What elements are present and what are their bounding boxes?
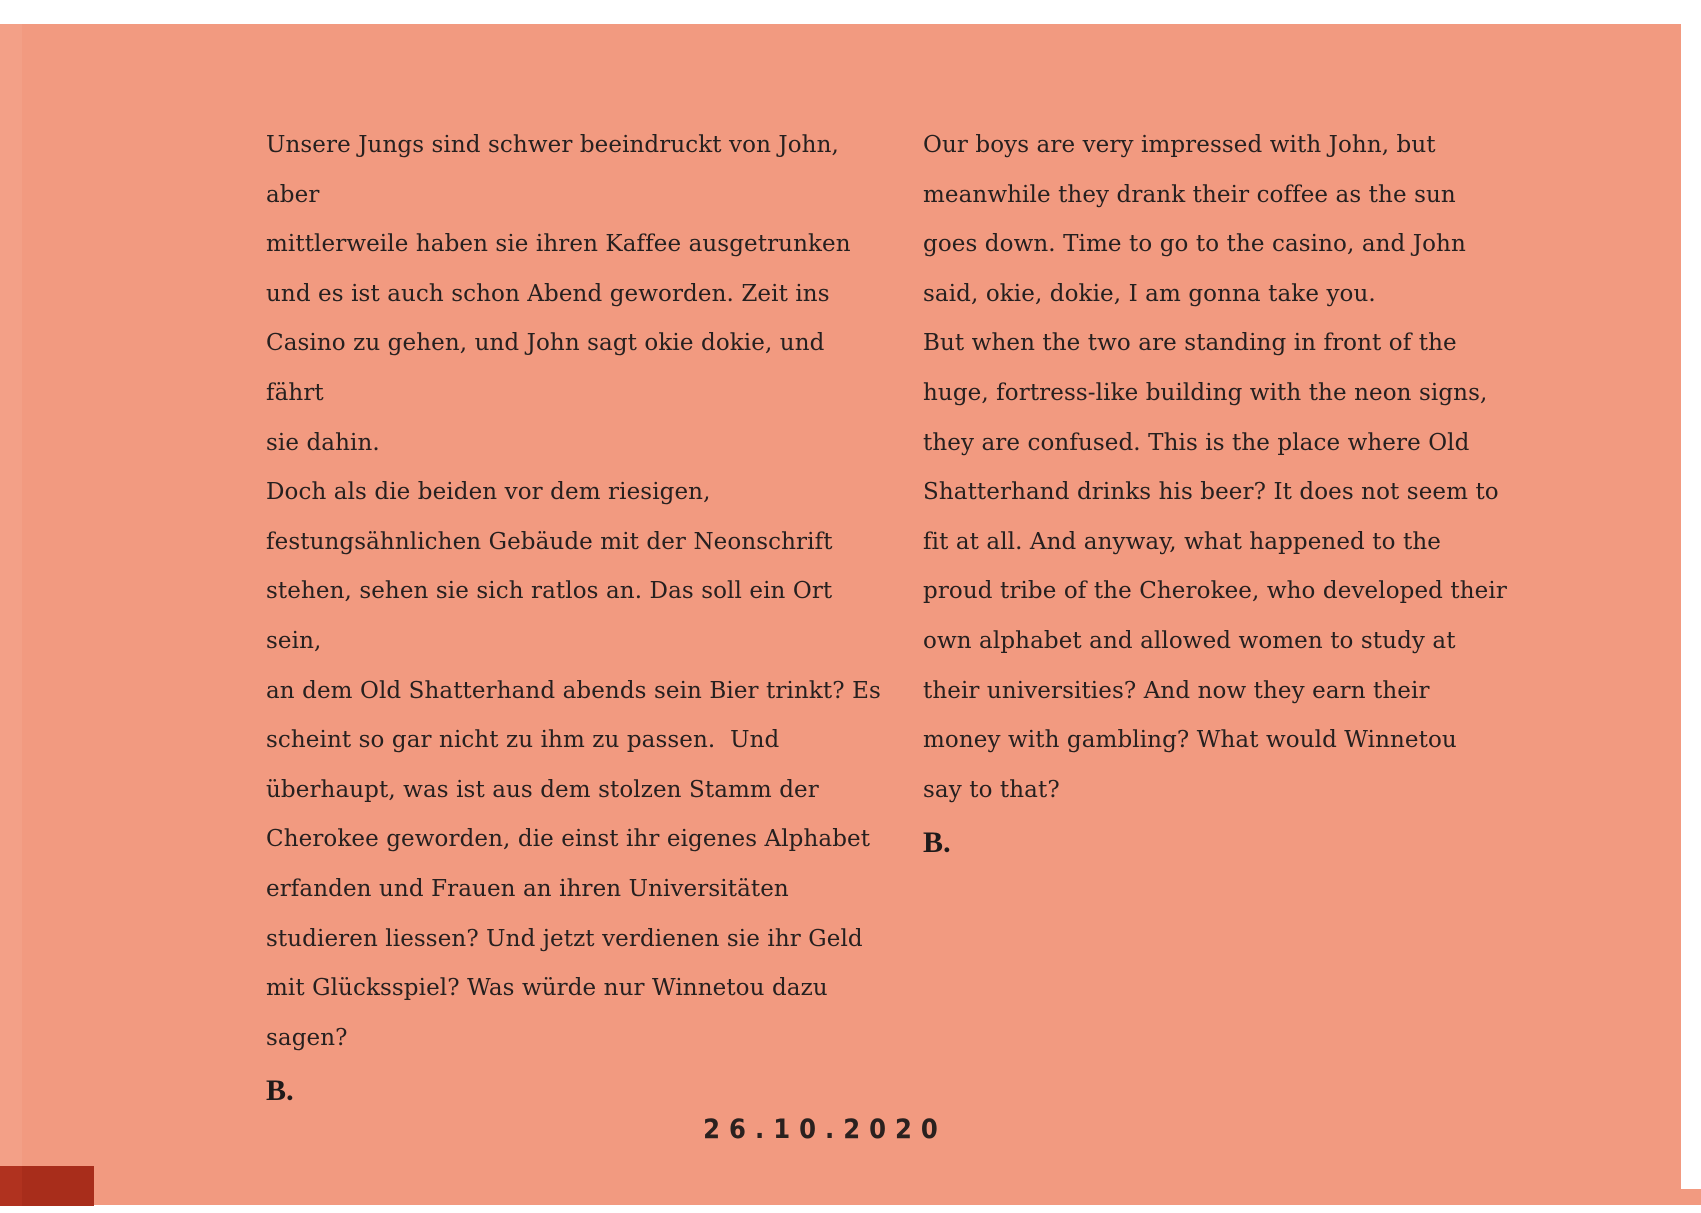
english-paragraph-2: But when the two are standing in front of the huge, fortress-like building with the neon signs, they are confused. This is the place where Old Shatterhand drinks his beer? It does not seem to fit at all. And anyway, what happened to the proud tribe of the Cherokee, who developed their own alphabet and allowed women to study at their universities? And now they earn their money with gambling? What would Winnetou say to that?: [923, 330, 1507, 803]
english-signature: B.: [923, 826, 951, 860]
left-margin-strip: [0, 24, 22, 1213]
german-text-column: [266, 121, 886, 1111]
german-paragraph-2: Doch als die beiden vor dem riesigen, festungsähnlichen Gebäude mit der Neonschrift stehen, sehen sie sich ratlos an. Das soll ein Ort sein, an dem Old Shatterhand abends sein Bier trinkt? Es scheint so gar nicht zu ihm zu passen. Und überhaupt, was ist aus dem stolzen Stamm der Cherokee geworden, die einst ihr eigenes Alphabet erfanden und Frauen an ihren Universitäten studieren liessen? Und jetzt verdienen sie ihr Geld mit Glücksspiel? Was würde nur Winnetou dazu sagen?: [266, 479, 881, 1051]
footer-date: 26.10.2020: [703, 1114, 947, 1145]
corner-color-block-shade: [0, 1166, 22, 1206]
german-signature: B.: [266, 1074, 294, 1108]
german-paragraph-1: Unsere Jungs sind schwer beeindruckt von John, aber mittlerweile haben sie ihren Kaffee ausgetrunken und es ist auch schon Abend geworden. Zeit ins Casino zu gehen, und John sagt okie dokie, und fährt sie dahin.: [266, 132, 851, 456]
bottom-page-margin: [0, 1205, 1701, 1213]
corner-color-block: [0, 1166, 94, 1206]
page: [0, 24, 1701, 1213]
english-text-column: [923, 121, 1543, 863]
english-paragraph-1: Our boys are very impressed with John, but meanwhile they drank their coffee as the sun goes down. Time to go to the casino, and John said, okie, dokie, I am gonna take you.: [923, 132, 1466, 307]
right-page-margin: [1681, 0, 1701, 1189]
